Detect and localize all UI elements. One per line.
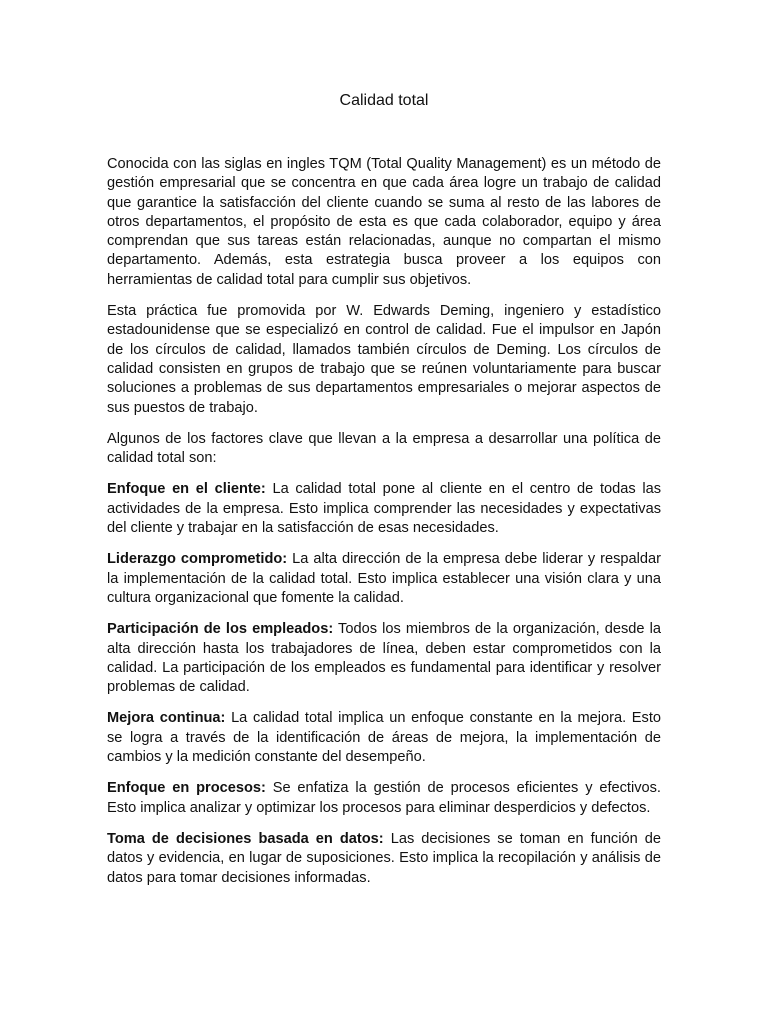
- factor-text: La alta dirección de la empresa debe liderar y respaldar la implementación de la calidad total. Esto implica establecer una visión clara y una cultura organizacional que fomente la calidad.: [107, 551, 661, 606]
- factors-intro-paragraph: Algunos de los factores clave que llevan a la empresa a desarrollar una política de calidad total son:: [107, 430, 661, 467]
- factor-term: Enfoque en procesos:: [107, 780, 266, 797]
- factor-term: Mejora continua:: [107, 710, 226, 727]
- intro-paragraph: Conocida con las siglas en ingles TQM (Total Quality Management) es un método de gestión empresarial que se concentra en que cada área logre un trabajo de calidad que garantice la satisfacción del cliente cuando se suma al resto de las labores de otros departamentos, el propósito de esta es que cada colaborador, equipo y área comprendan que sus tareas están relacionadas, aunque no compartan el mismo departamento. Además, esta estrategia busca proveer a los equipos con herramientas de calidad total para cumplir sus objetivos.: [107, 156, 661, 288]
- factor-term: Liderazgo comprometido:: [107, 551, 288, 568]
- factor-paragraph-customer-focus: [107, 480, 661, 538]
- factor-text: Todos los miembros de la organización, desde la alta dirección hasta los trabajadores de línea, deben estar comprometidos con la calidad. La participación de los empleados es fundamental para identificar y resolver problemas de calidad.: [107, 621, 661, 696]
- factor-paragraph-data-driven: [107, 830, 661, 888]
- factor-paragraph-continuous-improvement: [107, 709, 661, 767]
- document-body: [107, 155, 661, 900]
- page-title: Calidad total: [339, 92, 429, 109]
- factor-paragraph-process-focus: [107, 779, 661, 818]
- factor-paragraph-leadership: [107, 550, 661, 608]
- deming-paragraph: Esta práctica fue promovida por W. Edwards Deming, ingeniero y estadístico estadounidense que se especializó en control de calidad. Fue el impulsor en Japón de los círculos de calidad, llamados también círculos de Deming. Los círculos de calidad consisten en grupos de trabajo que se reúnen voluntariamente para buscar soluciones a problemas de sus departamentos empresariales o mejorar aspectos de sus puestos de trabajo.: [107, 303, 661, 416]
- factor-term: Enfoque en el cliente:: [107, 481, 266, 498]
- factor-text: Las decisiones se toman en función de datos y evidencia, en lugar de suposiciones. Esto implica la recopilación y análisis de datos para tomar decisiones informadas.: [107, 830, 661, 886]
- factor-paragraph-employee-participation: [107, 620, 661, 697]
- factor-text: La calidad total implica un enfoque constante en la mejora. Esto se logra a través de la identificación de áreas de mejora, la implementación de cambios y la medición constante del desempeño.: [107, 710, 661, 766]
- factor-text: La calidad total pone al cliente en el centro de todas las actividades de la empresa. Esto implica comprender las necesidades y expectativas del cliente y trabajar en la satisfacción de esas necesidades.: [107, 481, 662, 537]
- factor-text: Se enfatiza la gestión de procesos eficientes y efectivos. Esto implica analizar y optimizar los procesos para eliminar desperdicios y defectos.: [107, 780, 661, 816]
- factor-term: Toma de decisiones basada en datos:: [107, 830, 384, 847]
- factor-term: Participación de los empleados:: [107, 621, 334, 638]
